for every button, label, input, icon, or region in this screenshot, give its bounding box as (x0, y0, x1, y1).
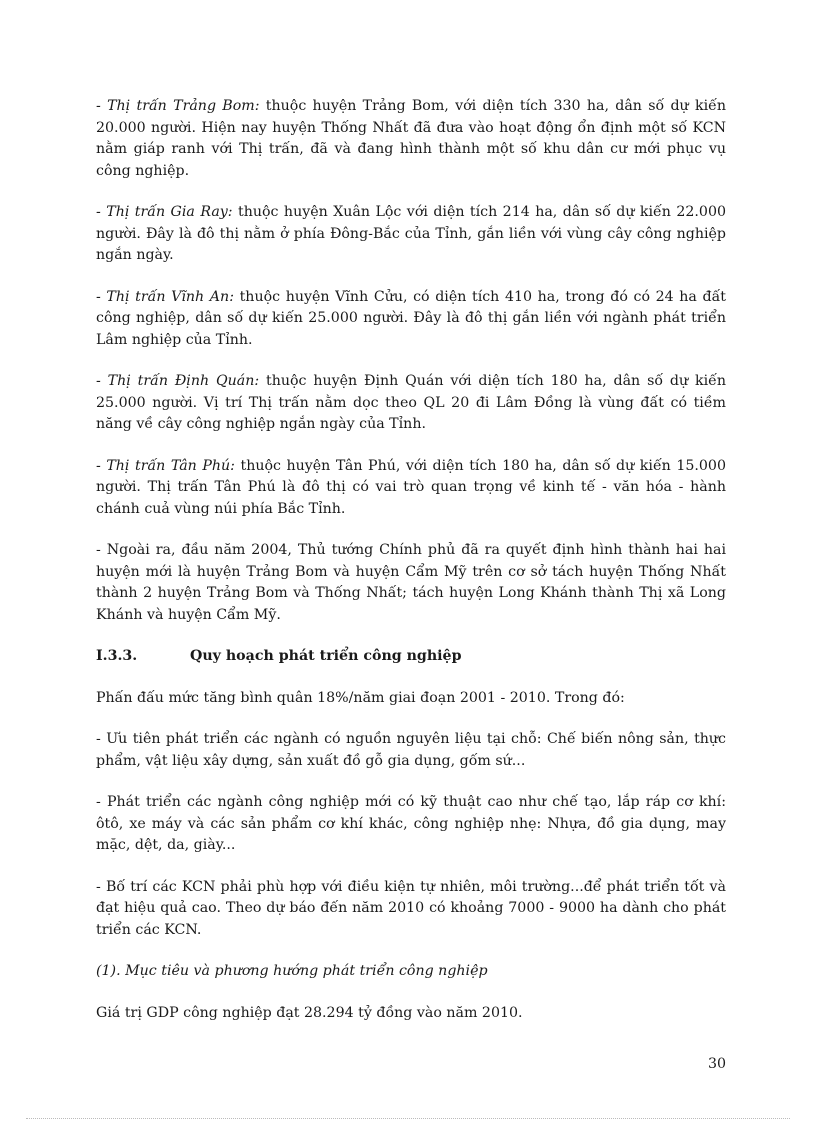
paragraph-growth-target: Phấn đấu mức tăng bình quân 18%/năm giai đoạn 2001 - 2010. Trong đó: (96, 689, 625, 706)
paragraph-label: - Thị trấn Định Quán: (96, 373, 260, 389)
paragraph-label: - Thị trấn Trảng Bom: (96, 98, 260, 114)
paragraph-priority-industries: - Ưu tiên phát triển các ngành có nguồn nguyên liệu tại chỗ: Chế biến nông sản, thực phẩm, vật liệu xây dựng, sản xuất đồ gỗ gia dụng, gốm sứ... (96, 731, 726, 769)
paragraph-gia-ray (96, 202, 726, 267)
paragraph-dinh-quan (96, 371, 726, 436)
paragraph-text: thuộc huyện Trảng Bom, với diện tích 330 ha, dân số dự kiến 20.000 người. Hiện nay huyện Thống Nhất đã đưa vào hoạt động ổn định một số KCN nằm giáp ranh với Thị trấn, đã và đang hình thành một số khu dân cư mới phục vụ công nghiệp. (96, 98, 726, 179)
paragraph-text: thuộc huyện Định Quán với diện tích 180 ha, dân số dự kiến 25.000 người. Vị trí Thị trấn nằm dọc theo QL 20 đi Lâm Đồng là vùng đất có tiềm năng về cây công nghiệp ngắn ngày của Tỉnh. (96, 373, 726, 432)
paragraph-text: thuộc huyện Tân Phú, với diện tích 180 ha, dân số dự kiến 15.000 người. Thị trấn Tân Phú là đô thị có vai trò quan trọng về kinh tế - văn hóa - hành chánh cuả vùng núi phía Bắc Tỉnh. (96, 457, 726, 517)
paragraph-label: - Thị trấn Gia Ray: (96, 204, 233, 220)
paragraph-text: thuộc huyện Xuân Lộc với diện tích 214 ha, dân số dự kiến 22.000 người. Đây là đô thị nằm ở phía Đông-Bắc của Tỉnh, gắn liền với vùng cây công nghiệp ngắn ngày. (96, 204, 726, 263)
paragraph-new-districts (96, 540, 726, 626)
section-title: Quy hoạch phát triển công nghiệp (190, 648, 462, 664)
paragraph-vinh-an (96, 287, 726, 352)
paragraph-new-industries: - Phát triển các ngành công nghiệp mới có kỹ thuật cao như chế tạo, lắp ráp cơ khí: ôtô, xe máy và các sản phẩm cơ khí khác, công nghiệp nhẹ: Nhựa, đồ gia dụng, may mặc, dệt, da, giày... (96, 794, 726, 853)
paragraph-gdp: Giá trị GDP công nghiệp đạt 28.294 tỷ đồng vào năm 2010. (96, 1004, 523, 1021)
paragraph-label: - Thị trấn Vĩnh An: (96, 288, 234, 305)
page-number: 30 (707, 1056, 726, 1072)
paragraph-text: thuộc huyện Vĩnh Cửu, có diện tích 410 ha, trong đó có 24 ha đất công nghiệp, dân số dự kiến 25.000 người. Đây là đô thị gắn liền với ngành phát triển Lâm nghiệp của Tỉnh. (96, 288, 726, 348)
paragraph-text: - Ngoài ra, đầu năm 2004, Thủ tướng Chính phủ đã ra quyết định hình thành hai hai huyện mới là huyện Trảng Bom và huyện Cẩm Mỹ trên cơ sở tách huyện Thống Nhất thành 2 huyện Trảng Bom và Thống Nhất; tách huyện Long Khánh thành Thị xã Long Khánh và huyện Cẩm Mỹ. (96, 542, 726, 623)
paragraph-kcn-layout: - Bố trí các KCN phải phù hợp với điều kiện tự nhiên, môi trường...để phát triển tốt và đạt hiệu quả cao. Theo dự báo đến năm 2010 có khoảng 7000 - 9000 ha dành cho phát triển các KCN. (96, 878, 726, 938)
subheading: (1). Mục tiêu và phương hướng phát triển công nghiệp (96, 963, 488, 979)
paragraph-tan-phu (96, 456, 726, 521)
section-number: I.3.3. (96, 648, 138, 664)
bottom-border (26, 1118, 790, 1119)
paragraph-trang-bom (96, 96, 726, 182)
paragraph-label: - Thị trấn Tân Phú: (96, 457, 235, 474)
page-content (96, 96, 726, 1044)
section-heading (96, 646, 726, 668)
